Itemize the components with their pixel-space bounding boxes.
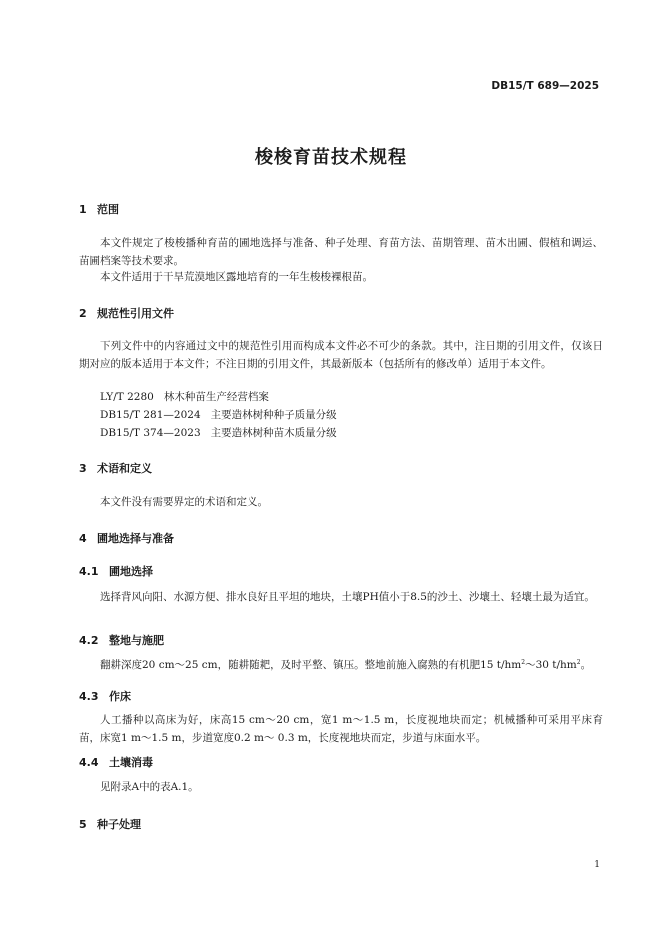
section-5-heading <box>79 816 141 832</box>
page-number: 1 <box>594 860 600 870</box>
reference-title: 主要造林树种种子质量分级 <box>210 409 337 421</box>
subsection-number: 4.3 <box>79 690 99 703</box>
subsection-title: 作床 <box>109 690 131 703</box>
subsection-number: 4.2 <box>79 634 99 647</box>
paragraph-text: 翻耕深度20 cm～25 cm，随耕随耙，及时平整、镇压。整地前施入腐熟的有机肥15 t/hm <box>100 659 522 671</box>
section-4-heading <box>79 530 174 546</box>
reference-code: DB15/T 374—2023 <box>100 427 201 439</box>
subsection-4-4-heading <box>79 754 153 770</box>
section-title: 术语和定义 <box>97 462 152 475</box>
paragraph: 下列文件中的内容通过文中的规范性引用而构成本文件必不可少的条款。其中，注日期的引用文件，仅该日期对应的版本适用于本文件；不注日期的引用文件，其最新版本（包括所有的修改单）适用于本文件。 <box>79 340 603 370</box>
paragraph: 本文件规定了梭梭播种育苗的圃地选择与准备、种子处理、育苗方法、苗期管理、苗木出圃、假植和调运、苗圃档案等技术要求。 <box>79 237 603 267</box>
subsection-4-2-heading <box>79 632 164 648</box>
paragraph-text: 。 <box>580 659 592 671</box>
reference-item <box>100 406 337 424</box>
section-number: 4 <box>79 532 87 545</box>
section-3-heading <box>79 460 152 476</box>
paragraph-text: ～30 t/hm <box>525 659 577 671</box>
reference-item <box>100 388 269 406</box>
section-number: 3 <box>79 462 87 475</box>
section-number: 1 <box>79 203 87 216</box>
paragraph: 见附录A中的表A.1。 <box>100 781 199 793</box>
section-number: 2 <box>79 307 87 320</box>
subsection-number: 4.4 <box>79 756 99 769</box>
subsection-4-3-heading <box>79 688 131 704</box>
paragraph <box>100 656 591 674</box>
paragraph: 本文件适用于干旱荒漠地区露地培育的一年生梭梭裸根苗。 <box>100 271 373 283</box>
superscript: 2 <box>576 659 581 666</box>
paragraph: 人工播种以高床为好，床高15 cm～20 cm，宽1 m～1.5 m，长度视地块而定；机械播种可采用平床育苗，床宽1 m～1.5 m，步道宽度0.2 m～ 0.3 m，长度视地块而定，步道与床面水平。 <box>79 714 603 744</box>
subsection-title: 土壤消毒 <box>109 756 153 769</box>
section-2-heading <box>79 305 174 321</box>
section-1-heading <box>79 201 119 217</box>
section-number: 5 <box>79 818 87 831</box>
subsection-title: 圃地选择 <box>109 565 153 578</box>
paragraph: 本文件没有需要界定的术语和定义。 <box>100 496 268 508</box>
paragraph: 选择背风向阳、水源方便、排水良好且平坦的地块，土壤PH值小于8.5的沙土、沙壤土、轻壤土最为适宜。 <box>100 591 595 603</box>
superscript: 2 <box>521 659 526 666</box>
reference-title: 主要造林树种苗木质量分级 <box>210 427 337 439</box>
section-title: 范围 <box>97 203 119 216</box>
reference-code: LY/T 2280 <box>100 391 154 403</box>
section-title: 圃地选择与准备 <box>97 532 174 545</box>
subsection-number: 4.1 <box>79 565 99 578</box>
document-number: DB15/T 689—2025 <box>491 80 599 92</box>
section-title: 种子处理 <box>97 818 141 831</box>
reference-title: 林木种苗生产经营档案 <box>163 391 269 403</box>
reference-code: DB15/T 281—2024 <box>100 409 201 421</box>
subsection-title: 整地与施肥 <box>109 634 164 647</box>
section-title: 规范性引用文件 <box>97 307 174 320</box>
reference-item <box>100 424 337 442</box>
subsection-4-1-heading <box>79 563 153 579</box>
document-title: 梭梭育苗技术规程 <box>255 147 407 168</box>
